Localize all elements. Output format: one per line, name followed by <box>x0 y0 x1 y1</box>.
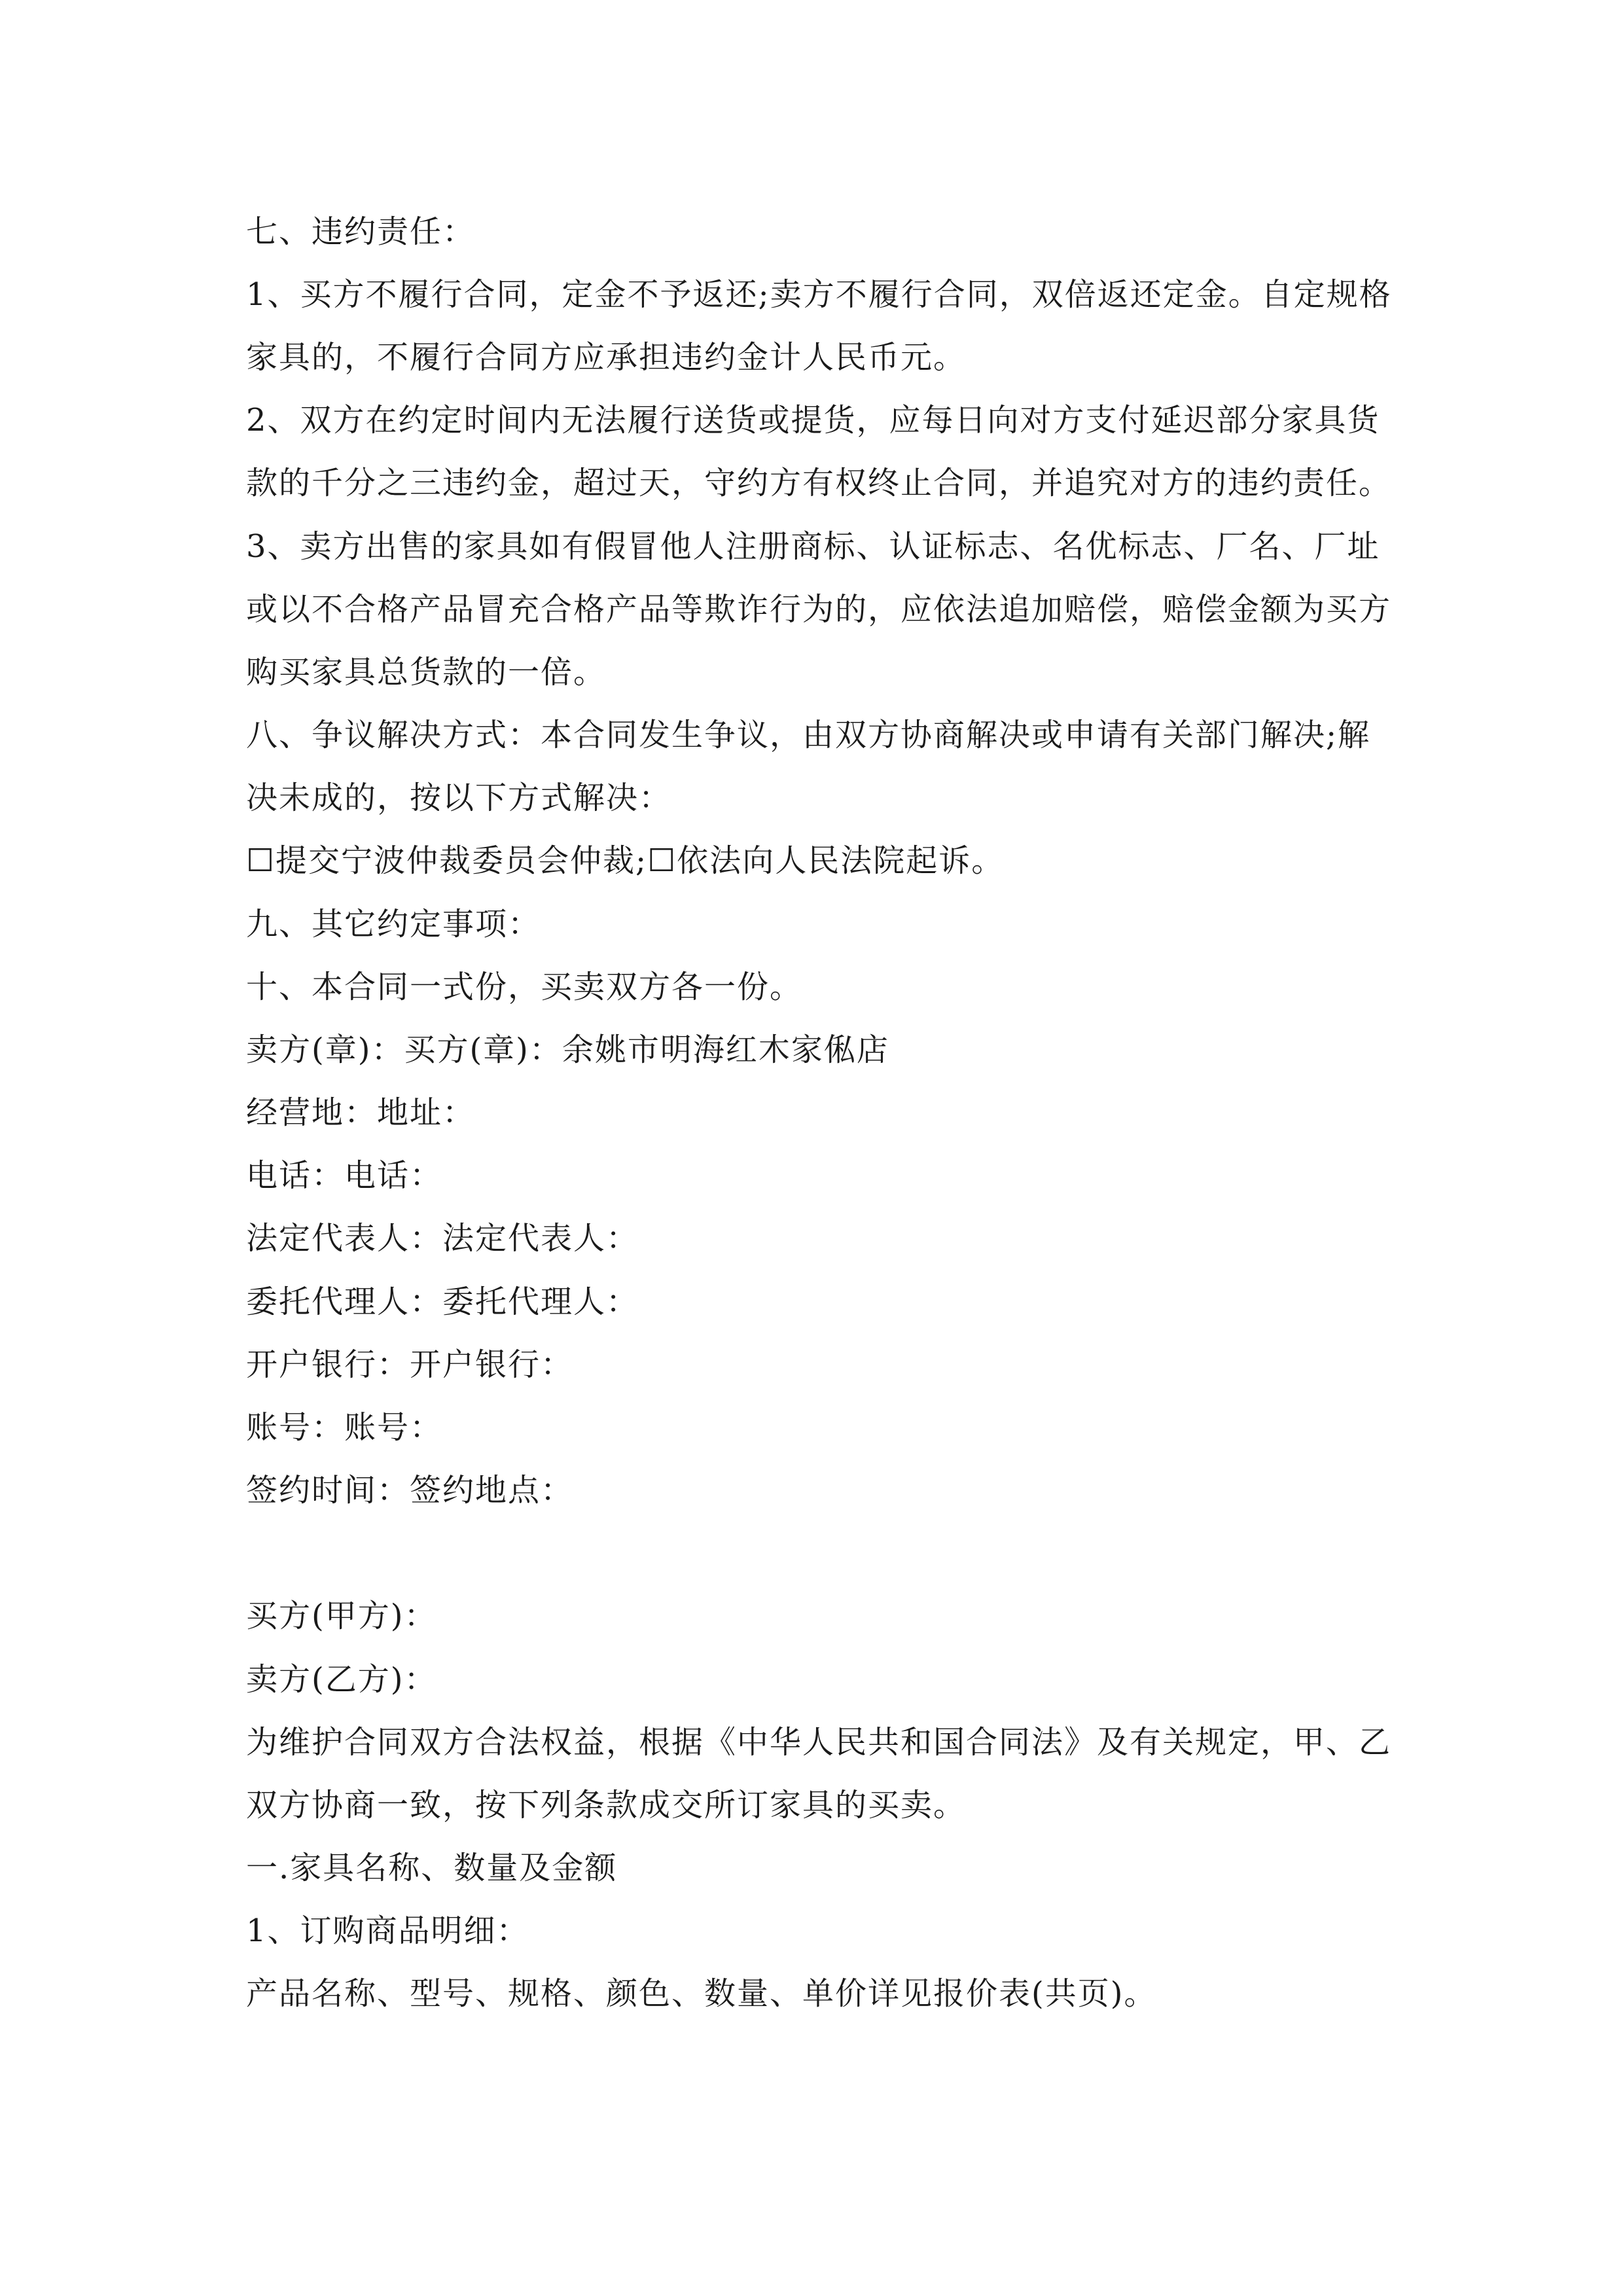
section-7-heading: 七、违约责任： <box>246 213 476 250</box>
clause-7-1-line-1: 1、买方不履行合同，定金不予返还;卖方不履行合同，双倍返还定金。自定规格 <box>246 276 1392 313</box>
preamble-line-2: 双方协商一致，按下列条款成交所订家具的买卖。 <box>246 1787 967 1823</box>
section-10: 十、本合同一式份，买卖双方各一份。 <box>246 969 803 1005</box>
agent-line: 委托代理人：委托代理人： <box>246 1283 639 1320</box>
clause-7-2-line-2: 款的千分之三违约金，超过天，守约方有权终止合同，并追究对方的违约责任。 <box>246 465 1392 501</box>
clause-7-3-line-1: 3、卖方出售的家具如有假冒他人注册商标、认证标志、名优标志、厂名、厂址 <box>246 528 1380 565</box>
account-line: 账号：账号： <box>246 1409 443 1446</box>
buyer-party-line: 买方(甲方)： <box>246 1598 437 1634</box>
clause-7-2-line-1: 2、双方在约定时间内无法履行送货或提货，应每日向对方支付延迟部分家具货 <box>246 402 1380 439</box>
clause-7-3-line-3: 购买家具总货款的一倍。 <box>246 654 607 691</box>
preamble-line-1: 为维护合同双方合法权益，根据《中华人民共和国合同法》及有关规定，甲、乙 <box>246 1724 1392 1761</box>
seal-line: 卖方(章)：买方(章)：余姚市明海红木家俬店 <box>246 1031 889 1068</box>
bank-line: 开户银行：开户银行： <box>246 1346 574 1383</box>
section-9-heading: 九、其它约定事项： <box>246 906 541 942</box>
section-1-heading: 一.家具名称、数量及金额 <box>246 1850 618 1886</box>
signing-line: 签约时间：签约地点： <box>246 1472 574 1509</box>
legal-rep-line: 法定代表人：法定代表人： <box>246 1220 639 1257</box>
clause-1-1: 1、订购商品明细： <box>246 1912 529 1949</box>
section-8-line-2: 决未成的，按以下方式解决： <box>246 780 672 816</box>
phone-line: 电话：电话： <box>246 1157 443 1194</box>
seller-party-line: 卖方(乙方)： <box>246 1661 437 1698</box>
product-details-line: 产品名称、型号、规格、颜色、数量、单价详见报价表(共页)。 <box>246 1975 1157 2012</box>
address-line: 经营地：地址： <box>246 1094 476 1131</box>
clause-7-1-line-2: 家具的，不履行合同方应承担违约金计人民币元。 <box>246 339 967 376</box>
dispute-options: ☐提交宁波仲裁委员会仲裁;☐依法向人民法院起诉。 <box>246 842 1005 879</box>
section-8-line-1: 八、争议解决方式：本合同发生争议，由双方协商解决或申请有关部门解决;解 <box>246 717 1371 753</box>
clause-7-3-line-2: 或以不合格产品冒充合格产品等欺诈行为的，应依法追加赔偿，赔偿金额为买方 <box>246 591 1392 628</box>
